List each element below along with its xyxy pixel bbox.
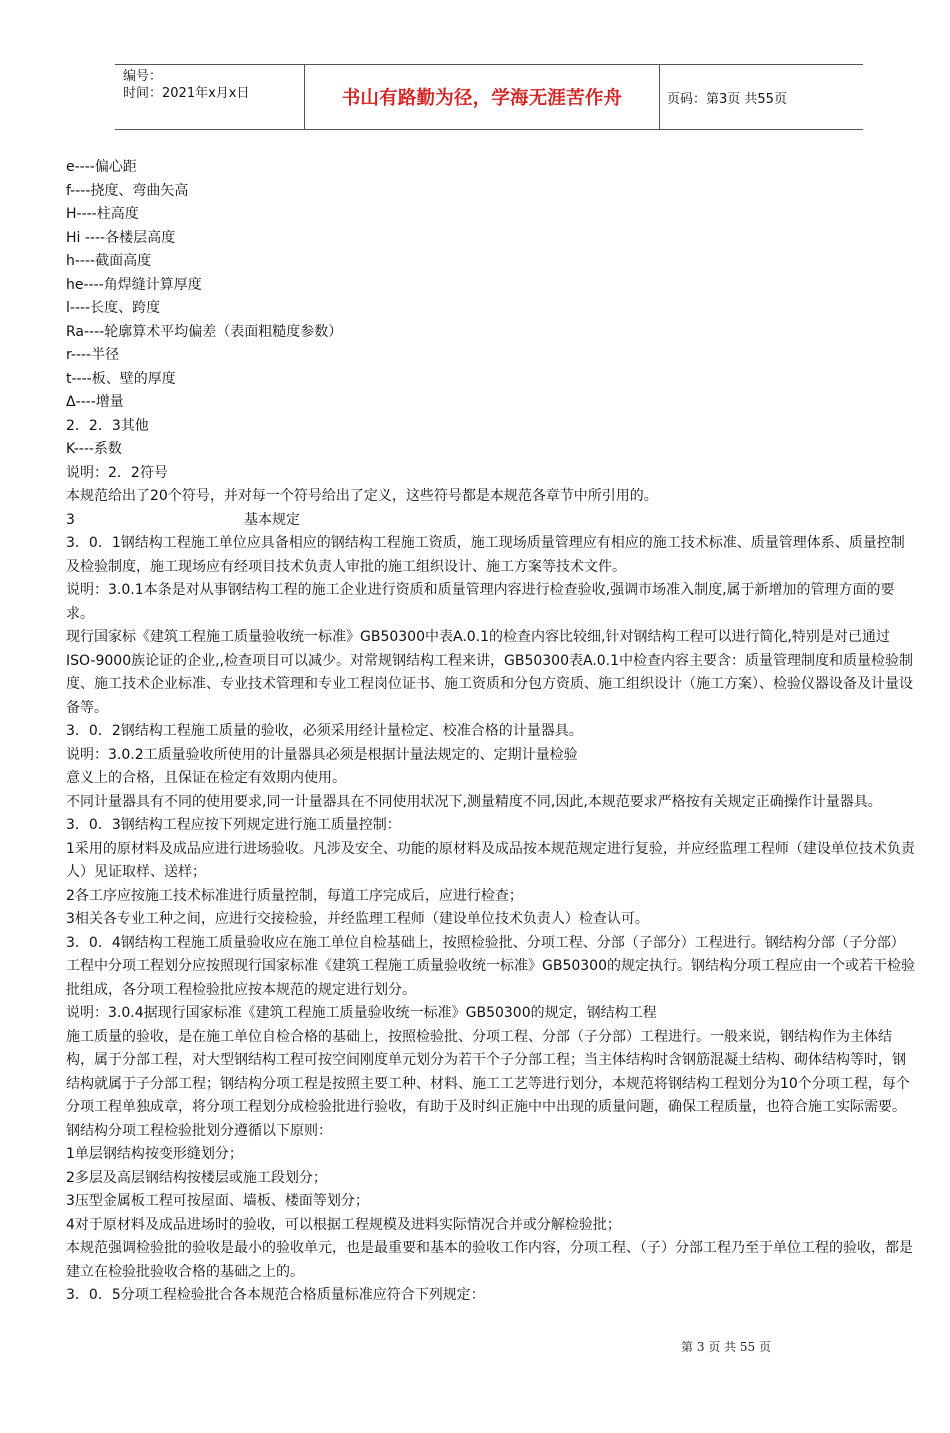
symbol-line: H----柱高度 <box>66 206 139 222</box>
paragraph: 3．0．4钢结构工程施工质量验收应在施工单位自检基础上，按照检验批、分项工程、分部（子部分）工程进行。钢结构分部（子分部）工程中分项工程划分应按照现行国家标准《建筑工程施工质量验收统一标准》GB50300的规定执行。钢结构分项工程应由一个或若干检验批组成，各分项工程检验批应按本规范的规定进行划分。 <box>66 934 915 998</box>
list-item: 3压型金属板工程可按屋面、墙板、楼面等划分； <box>66 1193 369 1209</box>
paragraph: 2各工序应按施工技术标准进行质量控制，每道工序完成后，应进行检查； <box>66 887 523 904</box>
header-motto: 书山有路勤为径，学海无涯苦作舟 <box>305 65 660 129</box>
section-heading <box>66 509 916 533</box>
paragraph: 说明：3.0.2工质量验收所使用的计量器具必须是根据计量法规定的、定期计量检验 <box>66 746 578 763</box>
paragraph: 3．0．3钢结构工程应按下列规定进行施工质量控制： <box>66 817 401 833</box>
symbol-line: f----挠度、弯曲矢高 <box>66 182 189 199</box>
paragraph: 说明：3.0.1本条是对从事钢结构工程的施工企业进行资质和质量管理内容进行检查验收,强调市场准入制度,属于新增加的管理方面的要求。 <box>66 582 895 622</box>
paragraph: 现行国家标《建筑工程施工质量验收统一标准》GB50300中表A.0.1的检查内容比较细,针对钢结构工程可以进行简化,特别是对已通过ISO-9000族论证的企业,,检查项目可以减少。对常规钢结构工程来讲，GB50300表A.0.1中检查内容主要含：质量管理制度和质量检验制度、施工技术企业标准、专业技术管理和专业工程岗位证书、施工资质和分包方资质、施工组织设计（施工方案）、检验仪器设备及计量设备等。 <box>66 629 914 716</box>
paragraph: 本规范给出了20个符号，并对每一个符号给出了定义，这些符号都是本规范各章节中所引用的。 <box>66 488 658 504</box>
note-line: 说明：2．2符号 <box>66 464 168 481</box>
header-page-info: 页码：第3页 共55页 <box>667 91 787 107</box>
symbol-line: he----角焊缝计算厚度 <box>66 276 202 293</box>
symbol-line: Ra----轮廓算术平均偏差（表面粗糙度参数） <box>66 323 343 340</box>
list-item: 1单层钢结构按变形缝划分； <box>66 1146 243 1162</box>
paragraph: 本规范强调检验批的验收是最小的验收单元，也是最重要和基本的验收工作内容，分项工程、（子）分部工程乃至于单位工程的验收，都是建立在检验批验收合格的基础之上的。 <box>66 1240 913 1280</box>
time-label: 时间：2021年x月x日 <box>123 86 250 101</box>
header-meta <box>115 65 305 129</box>
page-header <box>115 64 863 130</box>
symbol-line: Δ----增量 <box>66 394 124 410</box>
paragraph: 3．0．1钢结构工程施工单位应具备相应的钢结构工程施工资质，施工现场质量管理应有相应的施工技术标准、质量管理体系、质量控制及检验制度，施工现场应有经项目技术负责人审批的施工组织设计、施工方案等技术文件。 <box>66 535 905 575</box>
paragraph: 施工质量的验收，是在施工单位自检合格的基础上，按照检验批、分项工程、分部（子分部）工程进行。一般来说，钢结构作为主体结构，属于分部工程，对大型钢结构工程可按空间刚度单元划分为若干个子分部工程；当主体结构时含钢筋混凝土结构、砌体结构等时，钢结构就属于子分部工程；钢结构分项工程是按照主要工种、材料、施工工艺等进行划分，本规范将钢结构工程划分为10个分项工程，每个分项工程单独成章，将分项工程划分成检验批进行验收，有助于及时纠正施中中出现的质量问题，确保工程质量，也符合施工实际需要。钢结构分项工程检验批划分遵循以下原则： <box>66 1028 910 1139</box>
paragraph: 3．0．5分项工程检验批合各本规范合格质量标准应符合下列规定： <box>66 1287 485 1303</box>
section-title: 基本规定 <box>244 511 300 528</box>
document-body <box>66 156 916 1308</box>
symbol-line: Hi ----各楼层高度 <box>66 229 176 246</box>
symbol-line: r----半径 <box>66 347 120 363</box>
symbol-line: l----长度、跨度 <box>66 300 161 316</box>
paragraph: 3相关各专业工种之间，应进行交接检验，并经监理工程师（建设单位技术负责人）检查认可。 <box>66 911 649 927</box>
list-item: 2多层及高层钢结构按楼层或施工段划分； <box>66 1169 327 1186</box>
symbol-line: K----系数 <box>66 441 122 457</box>
list-item: 4对于原材料及成品进场时的验收，可以根据工程规模及进料实际情况合并或分解检验批； <box>66 1216 621 1233</box>
symbol-line: h----截面高度 <box>66 253 152 269</box>
symbol-line: e----偏心距 <box>66 159 137 175</box>
paragraph: 3．0．2钢结构工程施工质量的验收，必须采用经计量检定、校准合格的计量器具。 <box>66 723 583 739</box>
paragraph: 不同计量器具有不同的使用要求,同一计量器具在不同使用状况下,测量精度不同,因此,本规范要求严格按有关规定正确操作计量器具。 <box>66 793 882 810</box>
paragraph: 1采用的原材料及成品应进行进场验收。凡涉及安全、功能的原材料及成品按本规范规定进行复验，并应经监理工程师（建设单位技术负责人）见证取样、送样； <box>66 840 915 880</box>
paragraph: 意义上的合格，且保证在检定有效期内使用。 <box>66 770 346 786</box>
section-number: 3 <box>66 511 75 528</box>
number-label: 编号： <box>123 69 163 84</box>
page-footer: 第 3 页 共 55 页 <box>681 1340 771 1354</box>
symbol-line: t----板、壁的厚度 <box>66 370 176 387</box>
paragraph: 说明：3.0.4据现行国家标准《建筑工程施工质量验收统一标准》GB50300的规定，钢结构工程 <box>66 1005 657 1021</box>
subsection-heading: 2．2．3其他 <box>66 417 149 434</box>
